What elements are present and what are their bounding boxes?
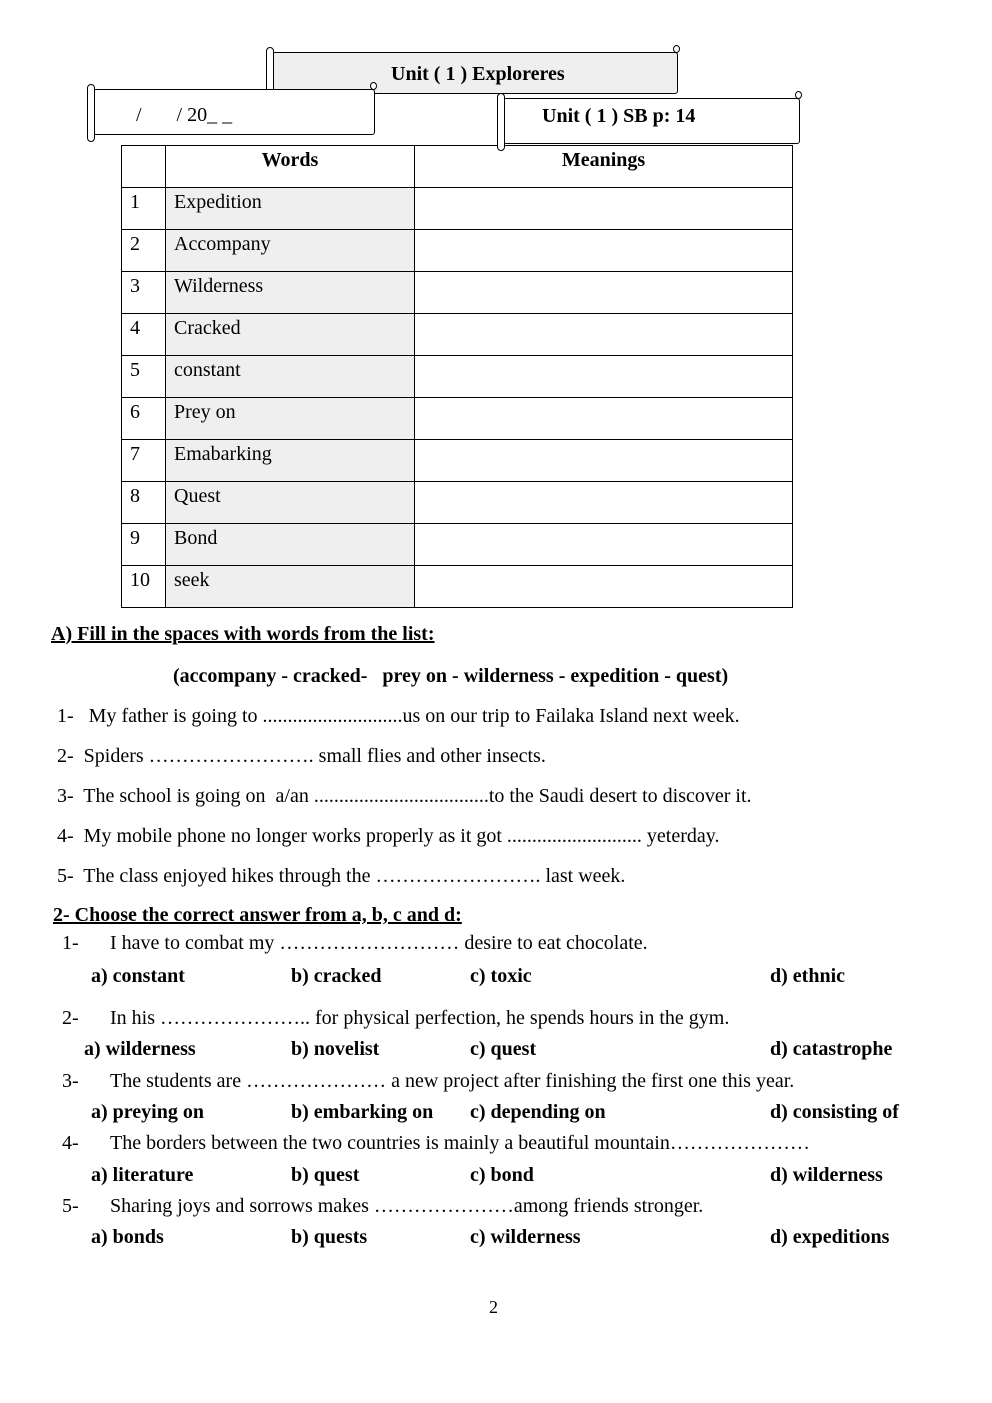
- table-row: [122, 440, 793, 482]
- word-cell: Quest: [166, 482, 415, 524]
- fill-item: 1- My father is going to ............................us on our trip to Failaka Island next week.: [57, 705, 740, 727]
- word-list: (accompany - cracked- prey on - wilderness - expedition - quest): [173, 665, 729, 687]
- section-b-title: 2- Choose the correct answer from a, b, c and d:: [53, 904, 462, 926]
- row-number: 2: [122, 230, 166, 272]
- meaning-cell[interactable]: [415, 482, 793, 524]
- col-words-header: Words: [166, 146, 415, 188]
- meaning-cell[interactable]: [415, 440, 793, 482]
- word-cell: seek: [166, 566, 415, 608]
- meaning-cell[interactable]: [415, 272, 793, 314]
- word-cell: Emabarking: [166, 440, 415, 482]
- sb-page-banner: [503, 98, 800, 144]
- fill-item: 5- The class enjoyed hikes through the ……………………. last week.: [57, 865, 626, 887]
- row-number: 8: [122, 482, 166, 524]
- answer-option[interactable]: a) constant: [91, 965, 185, 987]
- fill-item: 3- The school is going on a/an ...................................to the Saudi desert to discover it.: [57, 785, 752, 807]
- word-cell: Accompany: [166, 230, 415, 272]
- word-cell: Expedition: [166, 188, 415, 230]
- meaning-cell[interactable]: [415, 356, 793, 398]
- question-number: 5-: [62, 1195, 79, 1217]
- answer-option[interactable]: c) toxic: [470, 965, 532, 987]
- answer-option[interactable]: c) quest: [470, 1038, 537, 1060]
- col-meanings-header: Meanings: [415, 146, 793, 188]
- meaning-cell[interactable]: [415, 230, 793, 272]
- question-number: 4-: [62, 1132, 79, 1154]
- question-number: 2-: [62, 1007, 79, 1029]
- table-row: [122, 566, 793, 608]
- table-row: [122, 482, 793, 524]
- word-cell: Cracked: [166, 314, 415, 356]
- question-number: 3-: [62, 1070, 79, 1092]
- meaning-cell[interactable]: [415, 188, 793, 230]
- row-number: 7: [122, 440, 166, 482]
- answer-option[interactable]: a) literature: [91, 1164, 194, 1186]
- answer-option[interactable]: c) bond: [470, 1164, 534, 1186]
- col-num-header: [122, 146, 166, 188]
- row-number: 4: [122, 314, 166, 356]
- question-text: In his ………………….. for physical perfection, he spends hours in the gym.: [110, 1007, 730, 1029]
- table-row: [122, 356, 793, 398]
- table-row: [122, 398, 793, 440]
- answer-option[interactable]: c) wilderness: [470, 1226, 581, 1248]
- sb-page-label: Unit ( 1 ) SB p: 14: [542, 105, 696, 127]
- row-number: 6: [122, 398, 166, 440]
- word-cell: constant: [166, 356, 415, 398]
- question-text: I have to combat my ……………………… desire to eat chocolate.: [110, 932, 648, 954]
- question-text: The borders between the two countries is mainly a beautiful mountain…………………: [110, 1132, 810, 1154]
- answer-option[interactable]: d) catastrophe: [770, 1038, 893, 1060]
- word-cell: Bond: [166, 524, 415, 566]
- row-number: 1: [122, 188, 166, 230]
- fill-item: 2- Spiders ……………………. small flies and other insects.: [57, 745, 546, 767]
- row-number: 9: [122, 524, 166, 566]
- page-number: 2: [489, 1297, 498, 1317]
- answer-option[interactable]: b) novelist: [291, 1038, 380, 1060]
- table-row: [122, 188, 793, 230]
- fill-item: 4- My mobile phone no longer works properly as it got ........................... yeterday.: [57, 825, 720, 847]
- row-number: 10: [122, 566, 166, 608]
- answer-option[interactable]: b) quest: [291, 1164, 360, 1186]
- table-row: [122, 230, 793, 272]
- word-cell: Prey on: [166, 398, 415, 440]
- answer-option[interactable]: a) bonds: [91, 1226, 164, 1248]
- date-banner: [93, 89, 375, 135]
- table-row: [122, 524, 793, 566]
- meaning-cell[interactable]: [415, 314, 793, 356]
- table-row: [122, 314, 793, 356]
- meaning-cell[interactable]: [415, 398, 793, 440]
- answer-option[interactable]: b) cracked: [291, 965, 382, 987]
- answer-option[interactable]: a) preying on: [91, 1101, 204, 1123]
- answer-option[interactable]: c) depending on: [470, 1101, 606, 1123]
- meaning-cell[interactable]: [415, 566, 793, 608]
- vocabulary-table: [121, 145, 793, 608]
- meaning-cell[interactable]: [415, 524, 793, 566]
- question-text: Sharing joys and sorrows makes …………………among friends stronger.: [110, 1195, 704, 1217]
- word-cell: Wilderness: [166, 272, 415, 314]
- date-field: / / 20_ _: [136, 104, 233, 126]
- unit-title: Unit ( 1 ) Exploreres: [391, 63, 565, 85]
- table-header-row: [122, 146, 793, 188]
- answer-option[interactable]: d) consisting of: [770, 1101, 899, 1123]
- row-number: 5: [122, 356, 166, 398]
- answer-option[interactable]: d) wilderness: [770, 1164, 883, 1186]
- question-number: 1-: [62, 932, 79, 954]
- answer-option[interactable]: a) wilderness: [84, 1038, 196, 1060]
- unit-title-banner: [272, 52, 678, 94]
- table-row: [122, 272, 793, 314]
- answer-option[interactable]: d) ethnic: [770, 965, 845, 987]
- section-a-title: A) Fill in the spaces with words from the list:: [51, 623, 435, 645]
- answer-option[interactable]: d) expeditions: [770, 1226, 890, 1248]
- row-number: 3: [122, 272, 166, 314]
- question-text: The students are ………………… a new project after finishing the first one this year.: [110, 1070, 795, 1092]
- answer-option[interactable]: b) embarking on: [291, 1101, 434, 1123]
- answer-option[interactable]: b) quests: [291, 1226, 368, 1248]
